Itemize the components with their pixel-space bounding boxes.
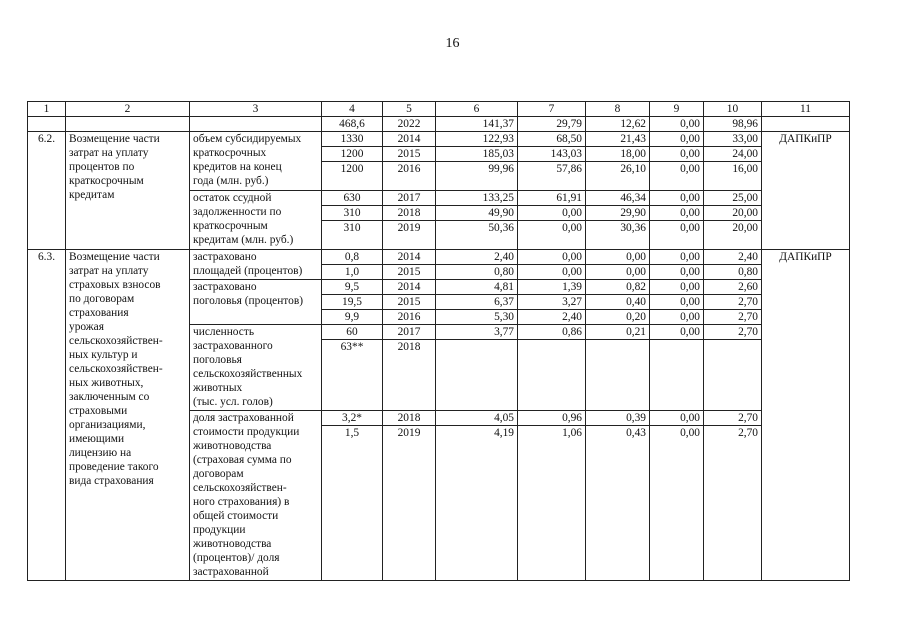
column-header: 2 xyxy=(66,102,190,117)
value-cell: 0,00 xyxy=(650,147,704,162)
text-line: страховыми xyxy=(69,405,128,417)
text-line: затрат на уплату xyxy=(69,265,149,277)
value-cell: 1,0 xyxy=(322,265,383,280)
text-line: застрахованного xyxy=(193,340,273,352)
column-header: 8 xyxy=(586,102,650,117)
text-line: лицензию на xyxy=(69,447,132,459)
value-cell: 133,25 xyxy=(436,191,518,206)
value-cell xyxy=(586,340,650,411)
value-cell: 29,79 xyxy=(518,117,586,132)
value-cell: 310 xyxy=(322,206,383,221)
text-line: доля застрахованной xyxy=(193,412,294,424)
value-cell: 29,90 xyxy=(586,206,650,221)
measure-cell xyxy=(66,117,190,132)
value-cell: 2015 xyxy=(383,265,436,280)
text-line: застраховано xyxy=(193,281,257,293)
value-cell: 16,00 xyxy=(704,162,762,191)
value-cell: 5,30 xyxy=(436,310,518,325)
text-line: задолженности по xyxy=(193,206,282,218)
value-cell: 0,00 xyxy=(650,310,704,325)
value-cell: 0,82 xyxy=(586,280,650,295)
text-line: года (млн. руб.) xyxy=(193,175,269,187)
value-cell: 1330 xyxy=(322,132,383,147)
header-row xyxy=(28,102,850,117)
value-cell: 0,00 xyxy=(650,206,704,221)
value-cell: 0,80 xyxy=(704,265,762,280)
value-cell: 49,90 xyxy=(436,206,518,221)
value-cell: 46,34 xyxy=(586,191,650,206)
column-header: 3 xyxy=(190,102,322,117)
value-cell: 9,9 xyxy=(322,310,383,325)
table-row xyxy=(28,132,850,147)
text-line: животных xyxy=(193,382,243,394)
value-cell: 0,86 xyxy=(518,325,586,340)
value-cell: 4,19 xyxy=(436,426,518,581)
value-cell: 68,50 xyxy=(518,132,586,147)
text-line: кредитам (млн. руб.) xyxy=(193,234,294,246)
value-cell: 63** xyxy=(322,340,383,411)
value-cell: 2019 xyxy=(383,221,436,250)
value-cell: 3,27 xyxy=(518,295,586,310)
value-cell: 0,00 xyxy=(650,426,704,581)
text-line: процентов по xyxy=(69,161,135,173)
text-line: общей стоимости xyxy=(193,510,279,522)
value-cell: 98,96 xyxy=(704,117,762,132)
value-cell: 0,00 xyxy=(518,250,586,265)
text-line: затрат на уплату xyxy=(69,147,149,159)
value-cell: 9,5 xyxy=(322,280,383,295)
text-line: стоимости продукции xyxy=(193,426,300,438)
value-cell: 12,62 xyxy=(586,117,650,132)
value-cell: 122,93 xyxy=(436,132,518,147)
indicator-name xyxy=(190,325,322,411)
text-line: кредитам xyxy=(69,189,115,201)
indicator-name xyxy=(190,280,322,325)
text-line: (процентов)/ доля xyxy=(193,552,280,564)
value-cell: 1,5 xyxy=(322,426,383,581)
program-table xyxy=(27,101,850,581)
measure-title xyxy=(66,250,190,581)
text-line: договорам xyxy=(193,468,244,480)
text-line: урожая xyxy=(69,321,104,333)
value-cell: 57,86 xyxy=(518,162,586,191)
value-cell: 21,43 xyxy=(586,132,650,147)
value-cell: 468,6 xyxy=(322,117,383,132)
value-cell: 99,96 xyxy=(436,162,518,191)
text-line: по договорам xyxy=(69,293,135,305)
text-line: сельскохозяйствен- xyxy=(193,482,287,494)
agency-cell: ДАПКиПР xyxy=(762,132,850,250)
value-cell: 2,70 xyxy=(704,310,762,325)
text-line: сельскохозяйствен- xyxy=(69,363,163,375)
value-cell: 60 xyxy=(322,325,383,340)
text-line: площадей (процентов) xyxy=(193,265,303,277)
value-cell: 0,00 xyxy=(650,295,704,310)
value-cell: 2014 xyxy=(383,280,436,295)
value-cell: 2022 xyxy=(383,117,436,132)
value-cell: 2015 xyxy=(383,295,436,310)
indicator-name xyxy=(190,132,322,191)
value-cell: 3,77 xyxy=(436,325,518,340)
text-line: сельскохозяйственных xyxy=(193,368,303,380)
text-line: застраховано xyxy=(193,251,257,263)
value-cell xyxy=(650,340,704,411)
value-cell: 0,00 xyxy=(650,221,704,250)
text-line: вида страхования xyxy=(69,475,154,487)
text-line: продукции xyxy=(193,524,246,536)
text-line: поголовья xyxy=(193,354,242,366)
text-line: организациями, xyxy=(69,419,146,431)
value-cell: 26,10 xyxy=(586,162,650,191)
value-cell: 30,36 xyxy=(586,221,650,250)
value-cell: 0,00 xyxy=(650,132,704,147)
value-cell: 0,00 xyxy=(650,162,704,191)
value-cell: 24,00 xyxy=(704,147,762,162)
text-line: сельскохозяйствен- xyxy=(69,335,163,347)
value-cell: 2016 xyxy=(383,162,436,191)
column-header: 11 xyxy=(762,102,850,117)
text-line: имеющими xyxy=(69,433,125,445)
value-cell: 0,8 xyxy=(322,250,383,265)
value-cell xyxy=(518,340,586,411)
value-cell: 0,43 xyxy=(586,426,650,581)
value-cell: 50,36 xyxy=(436,221,518,250)
text-line: (страховая сумма по xyxy=(193,454,292,466)
table-row xyxy=(28,117,850,132)
value-cell: 2015 xyxy=(383,147,436,162)
value-cell: 0,00 xyxy=(650,280,704,295)
value-cell: 2018 xyxy=(383,206,436,221)
value-cell: 0,00 xyxy=(650,325,704,340)
measure-title xyxy=(66,132,190,250)
value-cell: 143,03 xyxy=(518,147,586,162)
value-cell: 630 xyxy=(322,191,383,206)
text-line: Возмещение части xyxy=(69,251,160,263)
value-cell: 0,00 xyxy=(650,191,704,206)
value-cell: 0,00 xyxy=(518,265,586,280)
value-cell xyxy=(436,340,518,411)
text-line: объем субсидируемых xyxy=(193,133,302,145)
value-cell: 19,5 xyxy=(322,295,383,310)
value-cell: 0,00 xyxy=(650,250,704,265)
value-cell: 0,00 xyxy=(586,265,650,280)
text-line: проведение такого xyxy=(69,461,159,473)
text-line: поголовья (процентов) xyxy=(193,295,303,307)
text-line: кредитов на конец xyxy=(193,161,282,173)
value-cell: 2,70 xyxy=(704,295,762,310)
value-cell: 2,70 xyxy=(704,426,762,581)
value-cell: 4,81 xyxy=(436,280,518,295)
value-cell: 2014 xyxy=(383,132,436,147)
text-line: краткосрочным xyxy=(69,175,144,187)
value-cell: 25,00 xyxy=(704,191,762,206)
value-cell: 1200 xyxy=(322,147,383,162)
table-row xyxy=(28,250,850,265)
value-cell: 61,91 xyxy=(518,191,586,206)
agency-cell xyxy=(762,117,850,132)
value-cell: 0,40 xyxy=(586,295,650,310)
agency-cell: ДАПКиПР xyxy=(762,250,850,581)
value-cell: 0,00 xyxy=(518,206,586,221)
value-cell: 2,70 xyxy=(704,325,762,340)
value-cell: 310 xyxy=(322,221,383,250)
column-header: 10 xyxy=(704,102,762,117)
value-cell: 2018 xyxy=(383,411,436,426)
value-cell: 2,40 xyxy=(704,250,762,265)
text-line: (тыс. усл. голов) xyxy=(193,396,273,408)
value-cell: 2018 xyxy=(383,340,436,411)
value-cell: 3,2* xyxy=(322,411,383,426)
text-line: страховых взносов xyxy=(69,279,161,291)
value-cell: 6,37 xyxy=(436,295,518,310)
value-cell: 2016 xyxy=(383,310,436,325)
value-cell: 2,40 xyxy=(436,250,518,265)
section-number: 6.2. xyxy=(28,132,66,250)
text-line: краткосрочным xyxy=(193,220,268,232)
value-cell xyxy=(704,340,762,411)
text-line: ных культур и xyxy=(69,349,138,361)
text-line: краткосрочных xyxy=(193,147,267,159)
value-cell: 1200 xyxy=(322,162,383,191)
column-header: 5 xyxy=(383,102,436,117)
value-cell: 18,00 xyxy=(586,147,650,162)
value-cell: 0,00 xyxy=(650,411,704,426)
value-cell: 0,21 xyxy=(586,325,650,340)
text-line: страхования xyxy=(69,307,129,319)
column-header: 1 xyxy=(28,102,66,117)
text-line: Возмещение части xyxy=(69,133,160,145)
section-number: 6.3. xyxy=(28,250,66,581)
value-cell: 33,00 xyxy=(704,132,762,147)
text-line: остаток ссудной xyxy=(193,192,272,204)
value-cell: 2017 xyxy=(383,325,436,340)
value-cell: 0,00 xyxy=(518,221,586,250)
indicator-name xyxy=(190,411,322,581)
text-line: численность xyxy=(193,326,255,338)
value-cell: 141,37 xyxy=(436,117,518,132)
value-cell: 20,00 xyxy=(704,206,762,221)
text-line: животноводства xyxy=(193,440,272,452)
value-cell: 0,00 xyxy=(586,250,650,265)
value-cell: 2017 xyxy=(383,191,436,206)
text-line: ных животных, xyxy=(69,377,144,389)
text-line: застрахованной xyxy=(193,566,269,578)
page-number: 16 xyxy=(445,36,460,51)
column-header: 7 xyxy=(518,102,586,117)
value-cell: 2,70 xyxy=(704,411,762,426)
value-cell: 185,03 xyxy=(436,147,518,162)
value-cell: 1,06 xyxy=(518,426,586,581)
value-cell: 20,00 xyxy=(704,221,762,250)
text-line: животноводства xyxy=(193,538,272,550)
value-cell: 2014 xyxy=(383,250,436,265)
text-line: заключенным со xyxy=(69,391,150,403)
value-cell: 0,20 xyxy=(586,310,650,325)
text-line: ного страхования) в xyxy=(193,496,290,508)
value-cell: 0,39 xyxy=(586,411,650,426)
value-cell: 0,80 xyxy=(436,265,518,280)
value-cell: 0,00 xyxy=(650,117,704,132)
indicator-name xyxy=(190,250,322,280)
value-cell: 2019 xyxy=(383,426,436,581)
value-cell: 0,00 xyxy=(650,265,704,280)
indicator-cell xyxy=(190,117,322,132)
value-cell: 0,96 xyxy=(518,411,586,426)
value-cell: 1,39 xyxy=(518,280,586,295)
column-header: 9 xyxy=(650,102,704,117)
number-cell xyxy=(28,117,66,132)
value-cell: 2,40 xyxy=(518,310,586,325)
column-header: 6 xyxy=(436,102,518,117)
value-cell: 2,60 xyxy=(704,280,762,295)
value-cell: 4,05 xyxy=(436,411,518,426)
indicator-name xyxy=(190,191,322,250)
column-header: 4 xyxy=(322,102,383,117)
